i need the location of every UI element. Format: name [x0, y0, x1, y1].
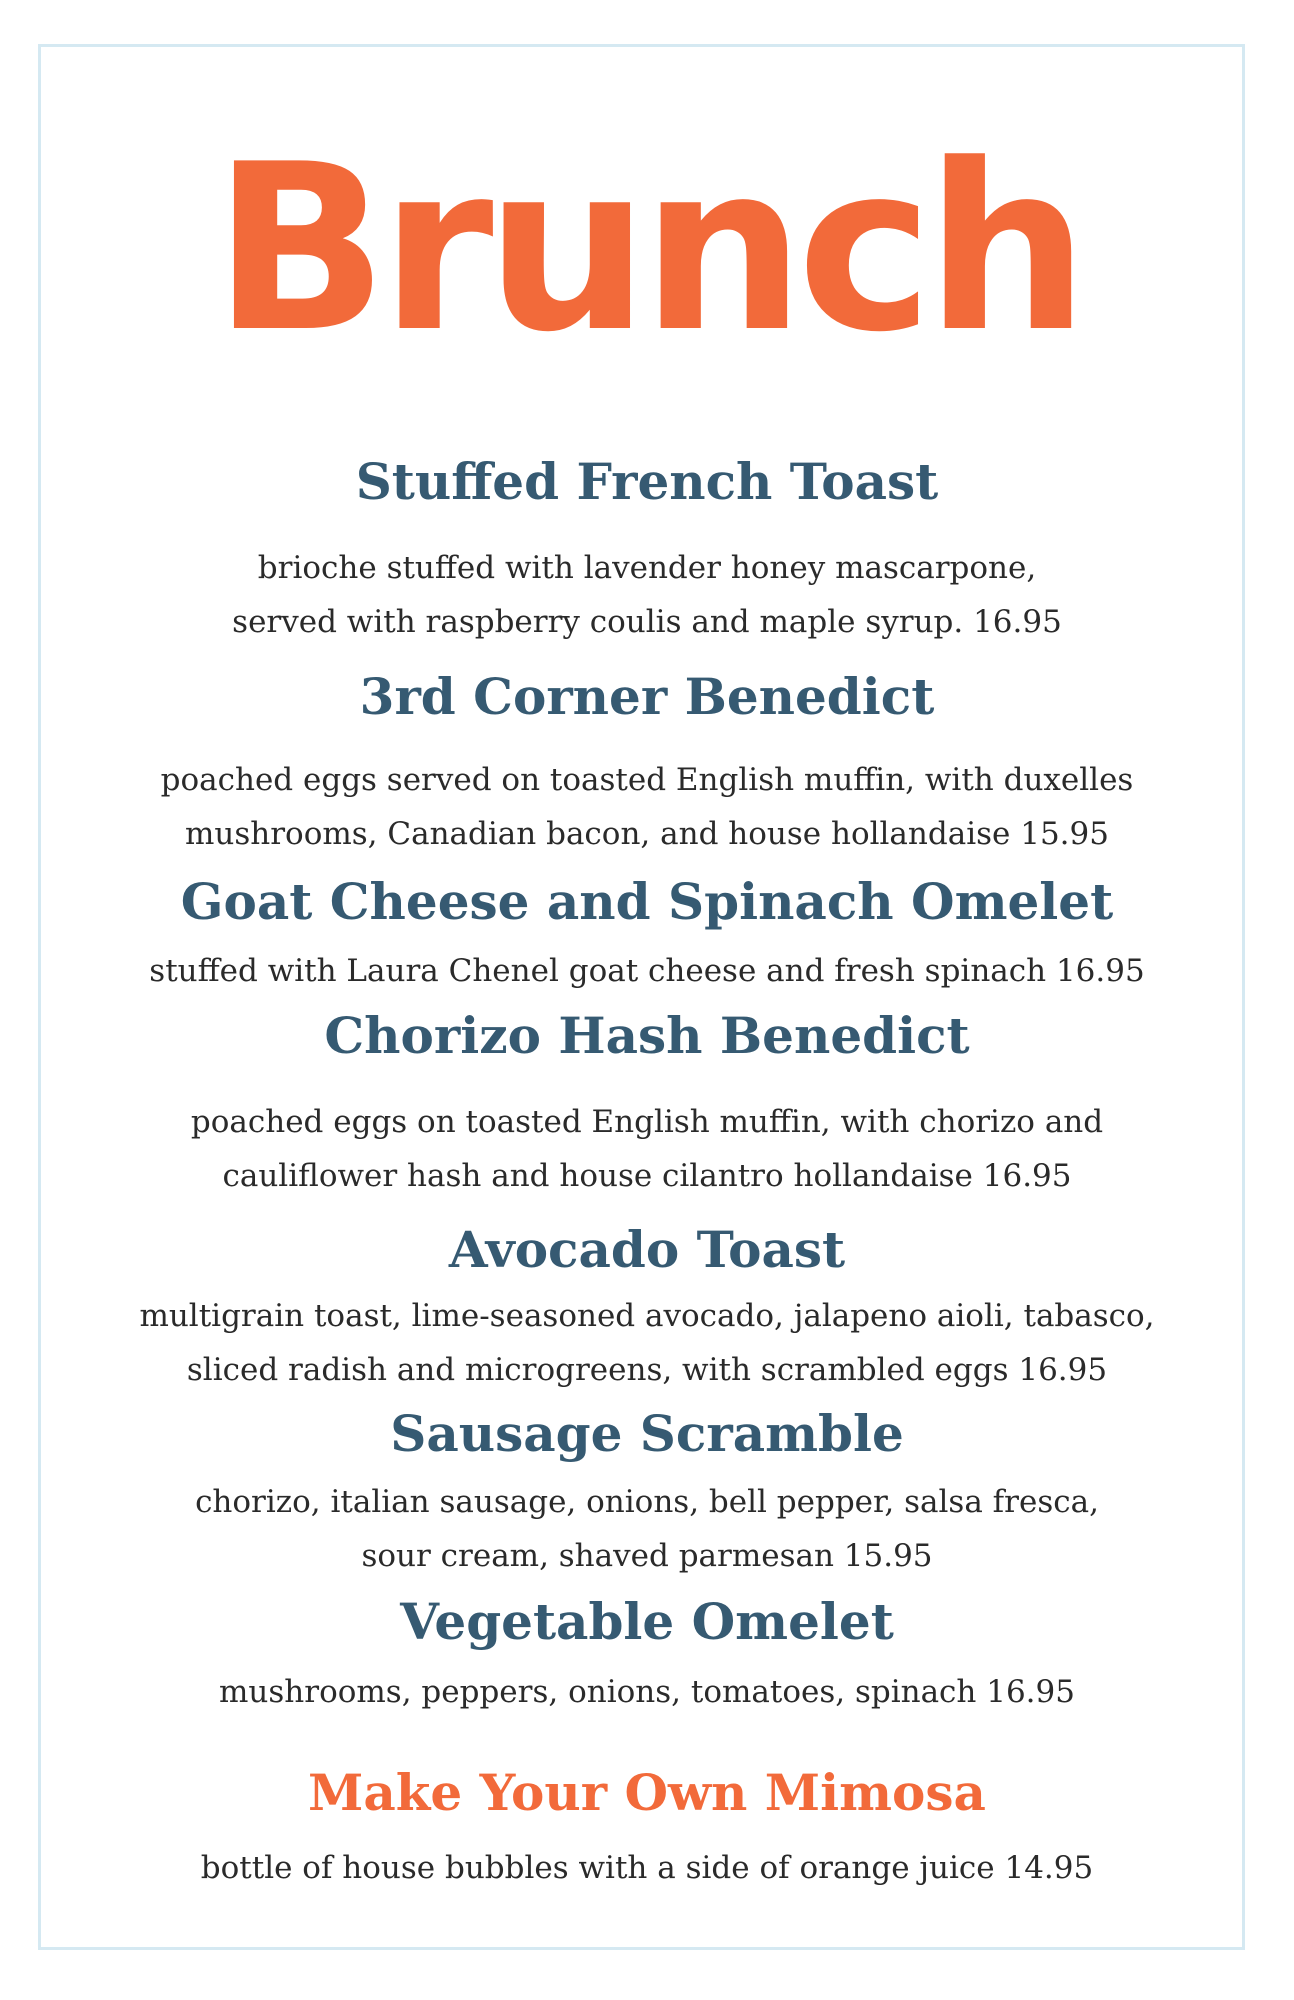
item-desc-line: multigrain toast, lime-seasoned avocado, jalapeno aioli, tabasco, — [139, 1298, 1155, 1334]
item-desc-line: mushrooms, peppers, onions, tomatoes, spinach 16.95 — [219, 1674, 1075, 1710]
item-desc-line: served with raspberry coulis and maple syrup. 16.95 — [232, 604, 1062, 640]
item-name-chorizo-hash-benedict: Chorizo Hash Benedict — [324, 1006, 970, 1065]
item-name-stuffed-french-toast: Stuffed French Toast — [355, 452, 939, 511]
item-desc-line: bottle of house bubbles with a side of orange juice 14.95 — [200, 1850, 1094, 1886]
item-desc-line: chorizo, italian sausage, onions, bell pepper, salsa fresca, — [195, 1484, 1099, 1520]
item-name-vegetable-omelet: Vegetable Omelet — [400, 1592, 894, 1651]
item-name-make-your-own-mimosa: Make Your Own Mimosa — [308, 1763, 986, 1822]
item-name-avocado-toast: Avocado Toast — [448, 1220, 846, 1279]
item-desc-line: stuffed with Laura Chenel goat cheese and fresh spinach 16.95 — [149, 953, 1145, 989]
item-name-sausage-scramble: Sausage Scramble — [390, 1404, 904, 1463]
item-desc-line: sliced radish and microgreens, with scrambled eggs 16.95 — [186, 1352, 1108, 1388]
item-name-3rd-corner-benedict: 3rd Corner Benedict — [359, 667, 935, 726]
item-desc-line: brioche stuffed with lavender honey mascarpone, — [257, 550, 1037, 586]
menu-title: Brunch — [212, 116, 1082, 383]
item-desc-line: mushrooms, Canadian bacon, and house hollandaise 15.95 — [185, 816, 1109, 852]
item-desc-line: cauliflower hash and house cilantro hollandaise 16.95 — [222, 1158, 1072, 1194]
item-name-goat-cheese-spinach-omelet: Goat Cheese and Spinach Omelet — [180, 872, 1114, 931]
item-desc-line: sour cream, shaved parmesan 15.95 — [361, 1538, 933, 1574]
item-desc-line: poached eggs served on toasted English muffin, with duxelles — [160, 762, 1134, 798]
item-desc-line: poached eggs on toasted English muffin, with chorizo and — [190, 1104, 1104, 1140]
